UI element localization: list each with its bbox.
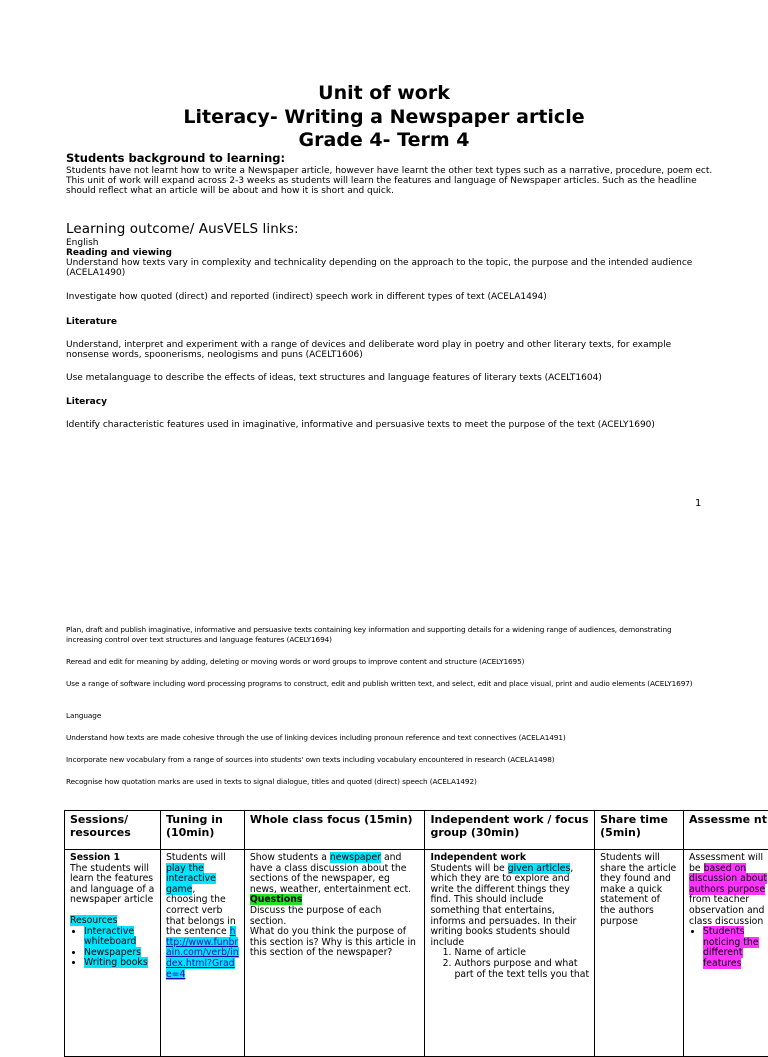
language-label: Language [66, 711, 101, 721]
header-tuning: Tuning in (10min) [160, 811, 244, 850]
list-item: • Interactive whiteboard [84, 927, 155, 948]
page-number: 1 [695, 498, 701, 509]
table-row [65, 850, 768, 1057]
list-item: 2. Authors purpose and what part of the text tells you that [454, 959, 589, 980]
newspaper-highlight: newspaper [330, 852, 381, 863]
list-item: 1. Name of article [454, 948, 589, 959]
include-list [430, 948, 589, 980]
writing-outcome-1: Plan, draft and publish imaginative, informative and persuasive texts containing key information and supporting details for a widening range of audiences, demonstrating increasing control over text structures and language features (ACELY1694) [66, 625, 696, 644]
session-title: Session 1 [70, 853, 155, 864]
reading-outcome-2: Investigate how quoted (direct) and reported (indirect) speech work in different types of text (ACELA1494) [66, 292, 716, 302]
language-outcome-1: Understand how texts are made cohesive through the use of linking devices including pronoun reference and text connectives (ACELA1491) [66, 733, 696, 743]
literature-outcome-1: Understand, interpret and experiment with a range of devices and deliberate word play in poetry and other literary texts, for example nonsense words, spoonerisms, neologisms and puns (ACELT1606) [66, 340, 716, 360]
session-cell [65, 850, 161, 1057]
question-2: What do you think the purpose of this section is? Why is this article in this section of the newspaper? [250, 927, 420, 959]
reading-outcome-1: Understand how texts vary in complexity and technicality depending on the approach to the topic, the purpose and the intended audience (ACELA1490) [66, 258, 716, 278]
session-description: The students will learn the features and language of a newspaper article [70, 864, 155, 906]
header-whole-class: Whole class focus (15min) [244, 811, 425, 850]
assessment-list [689, 927, 768, 969]
assessment-highlight: based on discussion about authors purpose [689, 863, 767, 895]
question-1: Discuss the purpose of each section. [250, 906, 420, 927]
header-assessment: Assessme nt [684, 811, 768, 850]
doc-title-line2: Literacy- Writing a Newspaper article [0, 106, 768, 128]
literature-heading: Literature [66, 317, 117, 327]
resources-list [70, 927, 155, 969]
game-highlight: play the interactive game [166, 863, 216, 895]
writing-outcome-3: Use a range of software including word processing programs to construct, edit and publish written text, and select, edit and place visual, print and audio elements (ACELY1697) [66, 679, 696, 689]
header-independent: Independent work / focus group (30min) [425, 811, 595, 850]
funbrain-link[interactable]: http://www.funbrain.com/verb/index.html?Grade=4 [166, 926, 239, 979]
doc-title-line1: Unit of work [0, 82, 768, 104]
header-sessions: Sessions/ resources [65, 811, 161, 850]
articles-highlight: given articles [508, 863, 571, 874]
literature-outcome-2: Use metalanguage to describe the effects of ideas, text structures and language features of literary texts (ACELT1604) [66, 373, 716, 383]
questions-label: Questions [250, 894, 303, 905]
list-item: • Newspapers [84, 948, 155, 959]
outcomes-heading: Learning outcome/ AusVELS links: [66, 221, 299, 237]
independent-cell: Independent work Students will be given articles, which they are to explore and write the different things they find. This should include something that entertains, informs and persuades. In their writing books students should include 1. Name of article 2. Authors purpose and what part of the text tells you that [425, 850, 595, 1057]
header-share-time: Share time (5min) [595, 811, 684, 850]
resources-label: Resources [70, 915, 117, 926]
doc-title-line3: Grade 4- Term 4 [0, 129, 768, 151]
background-heading: Students background to learning: [66, 152, 285, 165]
list-item: • Students noticing the different features [703, 927, 768, 969]
list-item: • Writing books [84, 958, 155, 969]
share-text: Students will share the article they found and make a quick statement of the authors purpose [600, 853, 678, 927]
independent-label: Independent work [430, 853, 589, 864]
background-text: Students have not learnt how to write a Newspaper article, however have learnt the other text types such as a narrative, procedure, poem ect. This unit of work will expand across 2-3 weeks as students will learn the features and language of Newspaper articles. Such as the headline should reflect what an article will be about and how it is short and quick. [66, 166, 716, 196]
literacy-outcome-1: Identify characteristic features used in imaginative, informative and persuasive texts to meet the purpose of the text (ACELY1690) [66, 420, 716, 430]
language-outcome-2: Incorporate new vocabulary from a range of sources into students' own texts including vocabulary encountered in research (ACELA1498) [66, 755, 696, 765]
share-time-cell [595, 850, 684, 1057]
tuning-cell: Students will play the interactive game, choosing the correct verb that belongs in the sentence http://www.funbrain.com/verb/index.html?Grade=4 [160, 850, 244, 1057]
reading-viewing-heading: Reading and viewing [66, 248, 172, 258]
table-header-row [65, 811, 768, 850]
writing-outcome-2: Reread and edit for meaning by adding, deleting or moving words or word groups to improve content and structure (ACELY1695) [66, 657, 696, 667]
literacy-heading: Literacy [66, 397, 107, 407]
assessment-cell: Assessment will be based on discussion about authors purpose from teacher observation and class discussion • Students noticing the different features [684, 850, 768, 1057]
language-outcome-3: Recognise how quotation marks are used in texts to signal dialogue, titles and quoted (direct) speech (ACELA1492) [66, 777, 696, 787]
outcomes-english-label: English [66, 238, 99, 248]
whole-class-cell: Show students a newspaper and have a class discussion about the sections of the newspaper, eg news, weather, entertainment ect. Questions Discuss the purpose of each section. What do you think the purpose of this section is? Why is this article in this section of the newspaper? [244, 850, 425, 1057]
session-table [64, 810, 768, 1057]
